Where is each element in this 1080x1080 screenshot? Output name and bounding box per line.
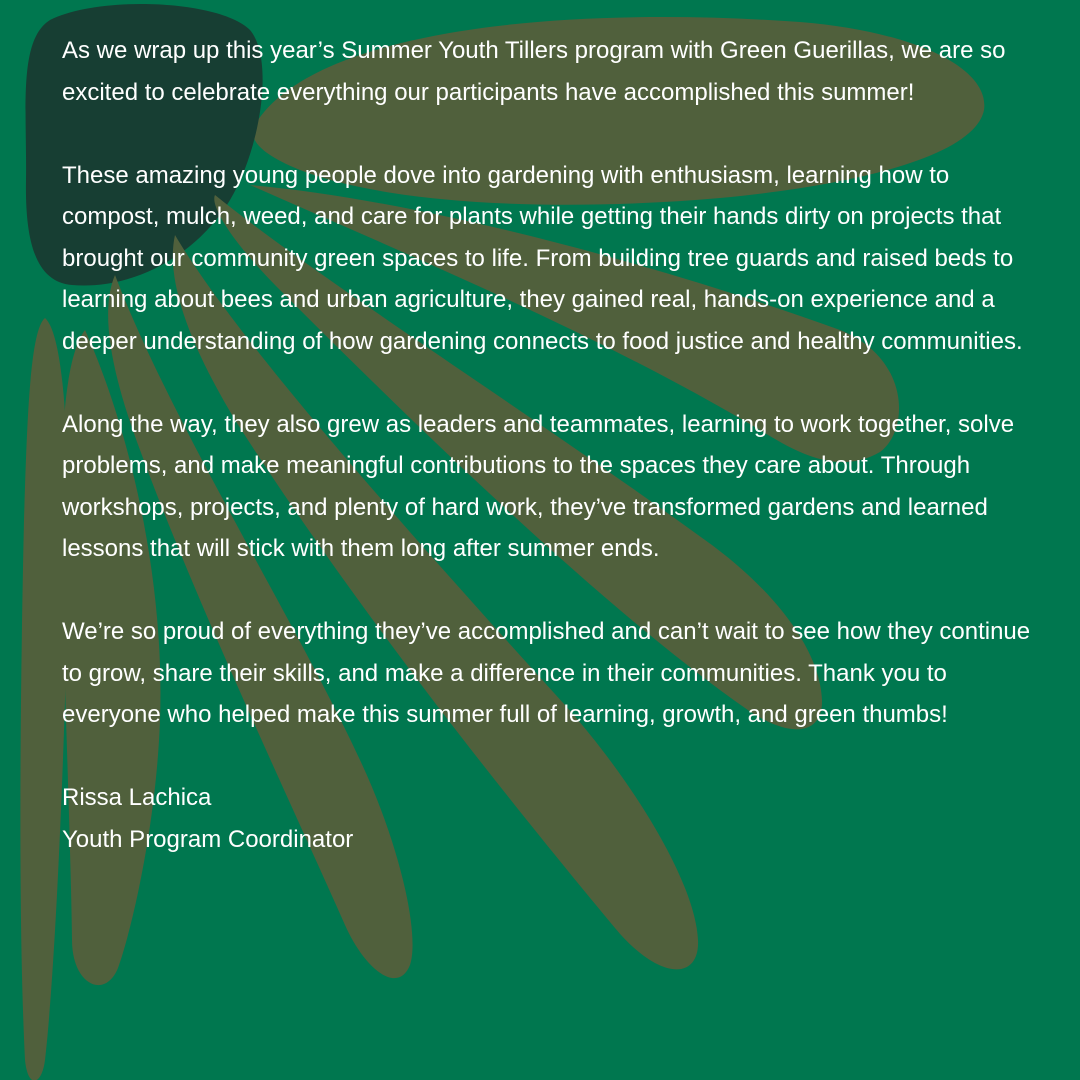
letter-paragraph-learning: These amazing young people dove into gardening with enthusiasm, learning how to compost, mulch, weed, and care for plants while getting their hands dirty on projects that brought our community green spaces to life. From building tree guards and raised beds to learning about bees and urban agriculture, they gained real, hands-on experience and a deeper understanding of how gardening connects to food justice and healthy communities. [62, 161, 1023, 355]
letter-paragraph-thanks: We’re so proud of everything they’ve accomplished and can’t wait to see how they continue to grow, share their skills, and make a difference in their communities. Thank you to everyone who helped make this summer full of learning, growth, and green thumbs! [62, 618, 1031, 728]
signature-block [62, 777, 1037, 860]
letter-body [62, 30, 1037, 860]
letter-paragraph-intro: As we wrap up this year’s Summer Youth Tillers program with Green Guerillas, we are so excited to celebrate everything our participants have accomplished this summer! [62, 37, 1006, 106]
signature-title: Youth Program Coordinator [62, 825, 354, 853]
letter-paragraph-leadership: Along the way, they also grew as leaders and teammates, learning to work together, solve problems, and make meaningful contributions to the spaces they care about. Through workshops, projects, and plenty of hard work, they’ve transformed gardens and learned lessons that will stick with them long after summer ends. [62, 410, 1015, 562]
signature-name: Rissa Lachica [62, 784, 212, 811]
